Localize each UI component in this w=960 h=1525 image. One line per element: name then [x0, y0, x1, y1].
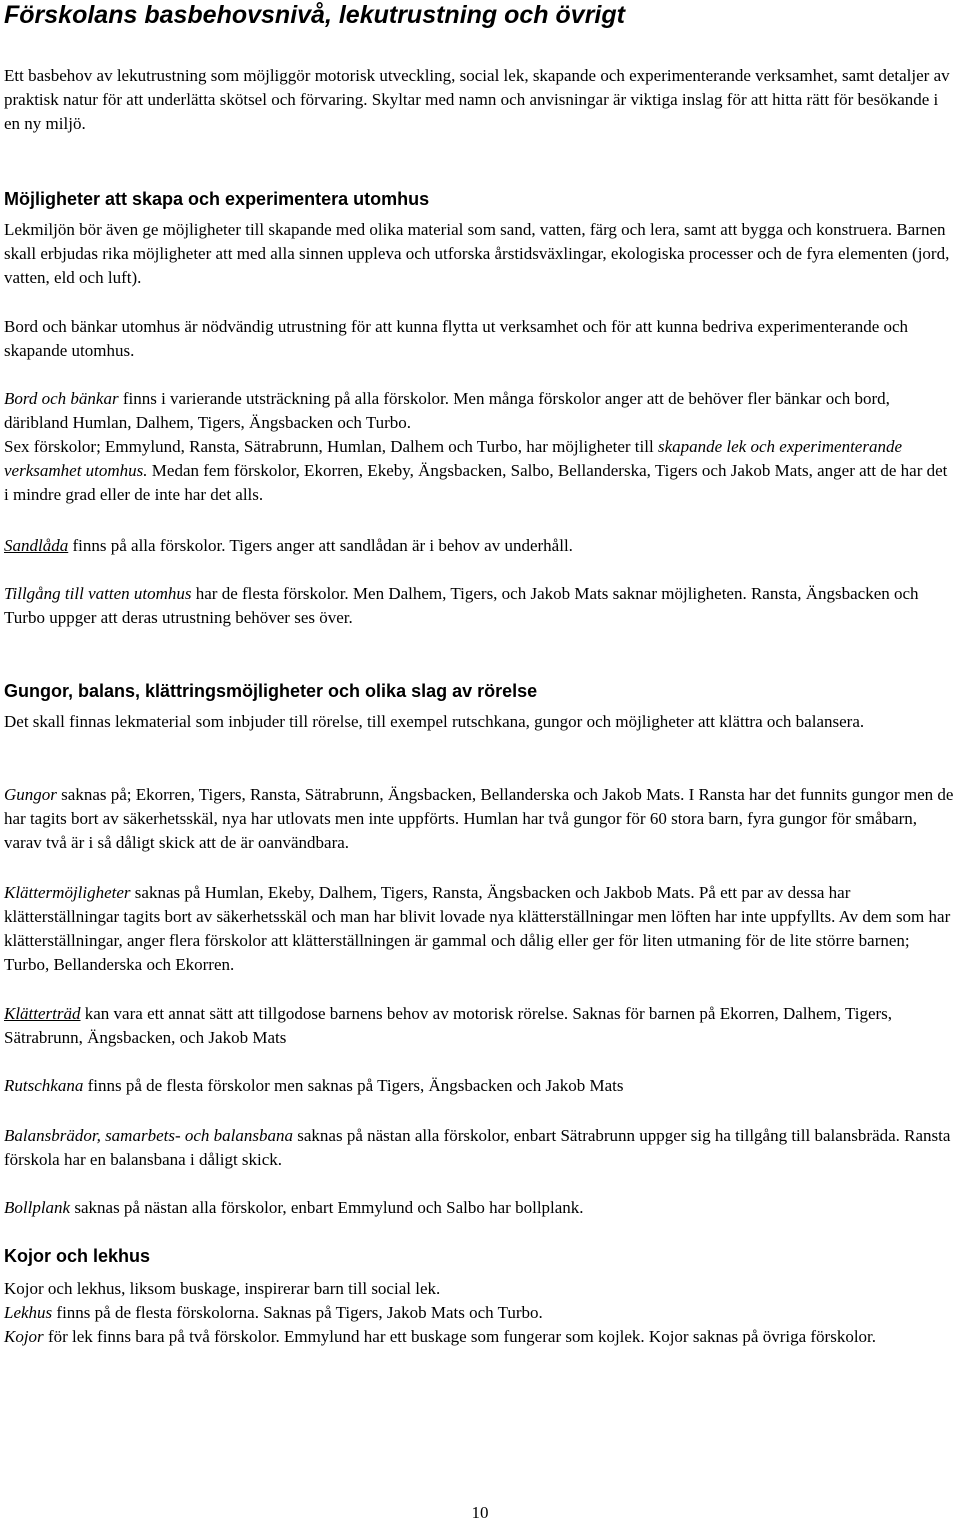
paragraph-text: saknas på; Ekorren, Tigers, Ransta, Sätrabrunn, Ängsbacken, Bellanderska och Jakob Mats. I Ransta har det funnits gungor men de har tagits bort av säkerhetsskäl, nya har utlovats men inte uppförts. Humlan har två gungor för 60 stora barn, fyra gungor för småbarn, varav två är i så dåligt skick att de är oanvändbara.	[4, 785, 954, 852]
term-lekhus: Lekhus	[4, 1303, 53, 1322]
term-tillgang-till-vatten: Tillgång till vatten utomhus	[4, 584, 192, 603]
paragraph-text: finns på alla förskolor. Tigers anger att sandlådan är i behov av underhåll.	[68, 536, 573, 555]
section3-paragraph-1: Kojor och lekhus, liksom buskage, inspirerar barn till social lek.	[4, 1279, 441, 1298]
paragraph-text: för lek finns bara på två förskolor. Emmylund har ett buskage som fungerar som kojlek. Kojor saknas på övriga förskolor.	[43, 1327, 877, 1346]
paragraph-text: Sex förskolor; Emmylund, Ransta, Sätrabrunn, Humlan, Dalhem och Turbo, har möjligheter till	[4, 437, 658, 456]
section1-paragraph-2: Bord och bänkar utomhus är nödvändig utrustning för att kunna flytta ut verksamhet och för att kunna bedriva experimenterande och skapande utomhus.	[4, 317, 909, 360]
page-title: Förskolans basbehovsnivå, lekutrustning och övrigt	[4, 1, 625, 29]
paragraph-text: finns i varierande utsträckning på alla förskolor. Men många förskolor anger att de behöver fler bänkar och bord, däribland Humlan, Dalhem, Tigers, Ängsbacken och Turbo.	[4, 389, 890, 432]
section1-paragraph-3	[4, 387, 956, 435]
term-balansbrador: Balansbrädor, samarbets- och balansbana	[4, 1126, 294, 1145]
section1-paragraph-1: Lekmiljön bör även ge möjligheter till skapande med olika material som sand, vatten, färg och lera, samt att bygga och konstruera. Barnen skall erbjudas rika möjligheter att med alla sinnen uppleva och utforska årstidsväxlingar, ekologiska processer och de fyra elementen (jord, vatten, eld och luft).	[4, 220, 950, 287]
paragraph-text: saknas på nästan alla förskolor, enbart Emmylund och Salbo har bollplank.	[70, 1198, 584, 1217]
section-heading-gungor: Gungor, balans, klättringsmöjligheter och olika slag av rörelse	[4, 681, 538, 701]
paragraph-text: har de flesta förskolor. Men Dalhem, Tigers, och Jakob Mats saknar möjligheten. Ransta, Ängsbacken och Turbo uppger att deras utrustning behöver ses över.	[4, 584, 919, 627]
section2-paragraph-3	[4, 881, 956, 977]
intro-paragraph: Ett basbehov av lekutrustning som möjliggör motorisk utveckling, social lek, skapande och experimenterande verksamhet, samt detaljer av praktisk natur för att underlätta skötsel och förvaring. Skyltar med namn och anvisningar är viktiga inslag för att hitta rätt för besökande i en ny miljö.	[4, 66, 950, 133]
term-klattermojligheter: Klättermöjligheter	[4, 883, 131, 902]
section1-paragraph-5	[4, 534, 956, 558]
section2-paragraph-6	[4, 1124, 956, 1172]
term-bord-och-bankar: Bord och bänkar	[4, 389, 119, 408]
term-skapande-lek: skapande lek och experimenterande verksamhet utomhus.	[4, 437, 902, 480]
section-heading-skapa: Möjligheter att skapa och experimentera utomhus	[4, 189, 430, 209]
paragraph-text: finns på de flesta förskolorna. Saknas på Tigers, Jakob Mats och Turbo.	[52, 1303, 543, 1322]
section1-paragraph-6	[4, 582, 956, 630]
page-number: 10	[471, 1503, 489, 1522]
section2-paragraph-1: Det skall finnas lekmaterial som inbjuder till rörelse, till exempel rutschkana, gungor och möjligheter att klättra och balansera.	[4, 712, 865, 731]
term-kojor: Kojor	[4, 1327, 44, 1346]
section3-paragraph-3	[4, 1325, 956, 1349]
section2-paragraph-7	[4, 1196, 956, 1220]
term-klattertrad: Klätterträd	[4, 1004, 81, 1023]
paragraph-text: saknas på Humlan, Ekeby, Dalhem, Tigers, Ransta, Ängsbacken och Jakbob Mats. På ett par av dessa har klätterställningar tagits bort av säkerhetsskäl och man har blivit lovade nya klätterställningar men löften har inte uppfyllts. Av dem som har klätterställningar, anger flera förskolor att klätterställningen är gammal och dålig eller ger för liten utmaning för de lite större barnen; Turbo, Bellanderska och Ekorren.	[4, 883, 951, 974]
paragraph-text: Medan fem förskolor, Ekorren, Ekeby, Ängsbacken, Salbo, Bellanderska, Tigers och Jakob Mats, anger att de har det i mindre grad eller de inte har det alls.	[4, 461, 948, 504]
term-rutschkana: Rutschkana	[4, 1076, 84, 1095]
section2-paragraph-2	[4, 783, 956, 855]
section-heading-kojor: Kojor och lekhus	[4, 1246, 151, 1266]
section3-paragraph-2	[4, 1301, 956, 1325]
section2-paragraph-4	[4, 1002, 956, 1050]
paragraph-text: saknas på nästan alla förskolor, enbart Sätrabrunn uppger sig ha tillgång till balansbräda. Ransta förskola har en balansbana i dåligt skick.	[4, 1126, 951, 1169]
paragraph-text: kan vara ett annat sätt att tillgodose barnens behov av motorisk rörelse. Saknas för barnen på Ekorren, Dalhem, Tigers, Sätrabrunn, Ängsbacken, och Jakob Mats	[4, 1004, 893, 1047]
term-gungor: Gungor	[4, 785, 57, 804]
term-sandlada: Sandlåda	[4, 536, 69, 555]
paragraph-text: finns på de flesta förskolor men saknas på Tigers, Ängsbacken och Jakob Mats	[83, 1076, 624, 1095]
section1-paragraph-4	[4, 435, 956, 507]
section2-paragraph-5	[4, 1074, 956, 1098]
term-bollplank: Bollplank	[4, 1198, 71, 1217]
